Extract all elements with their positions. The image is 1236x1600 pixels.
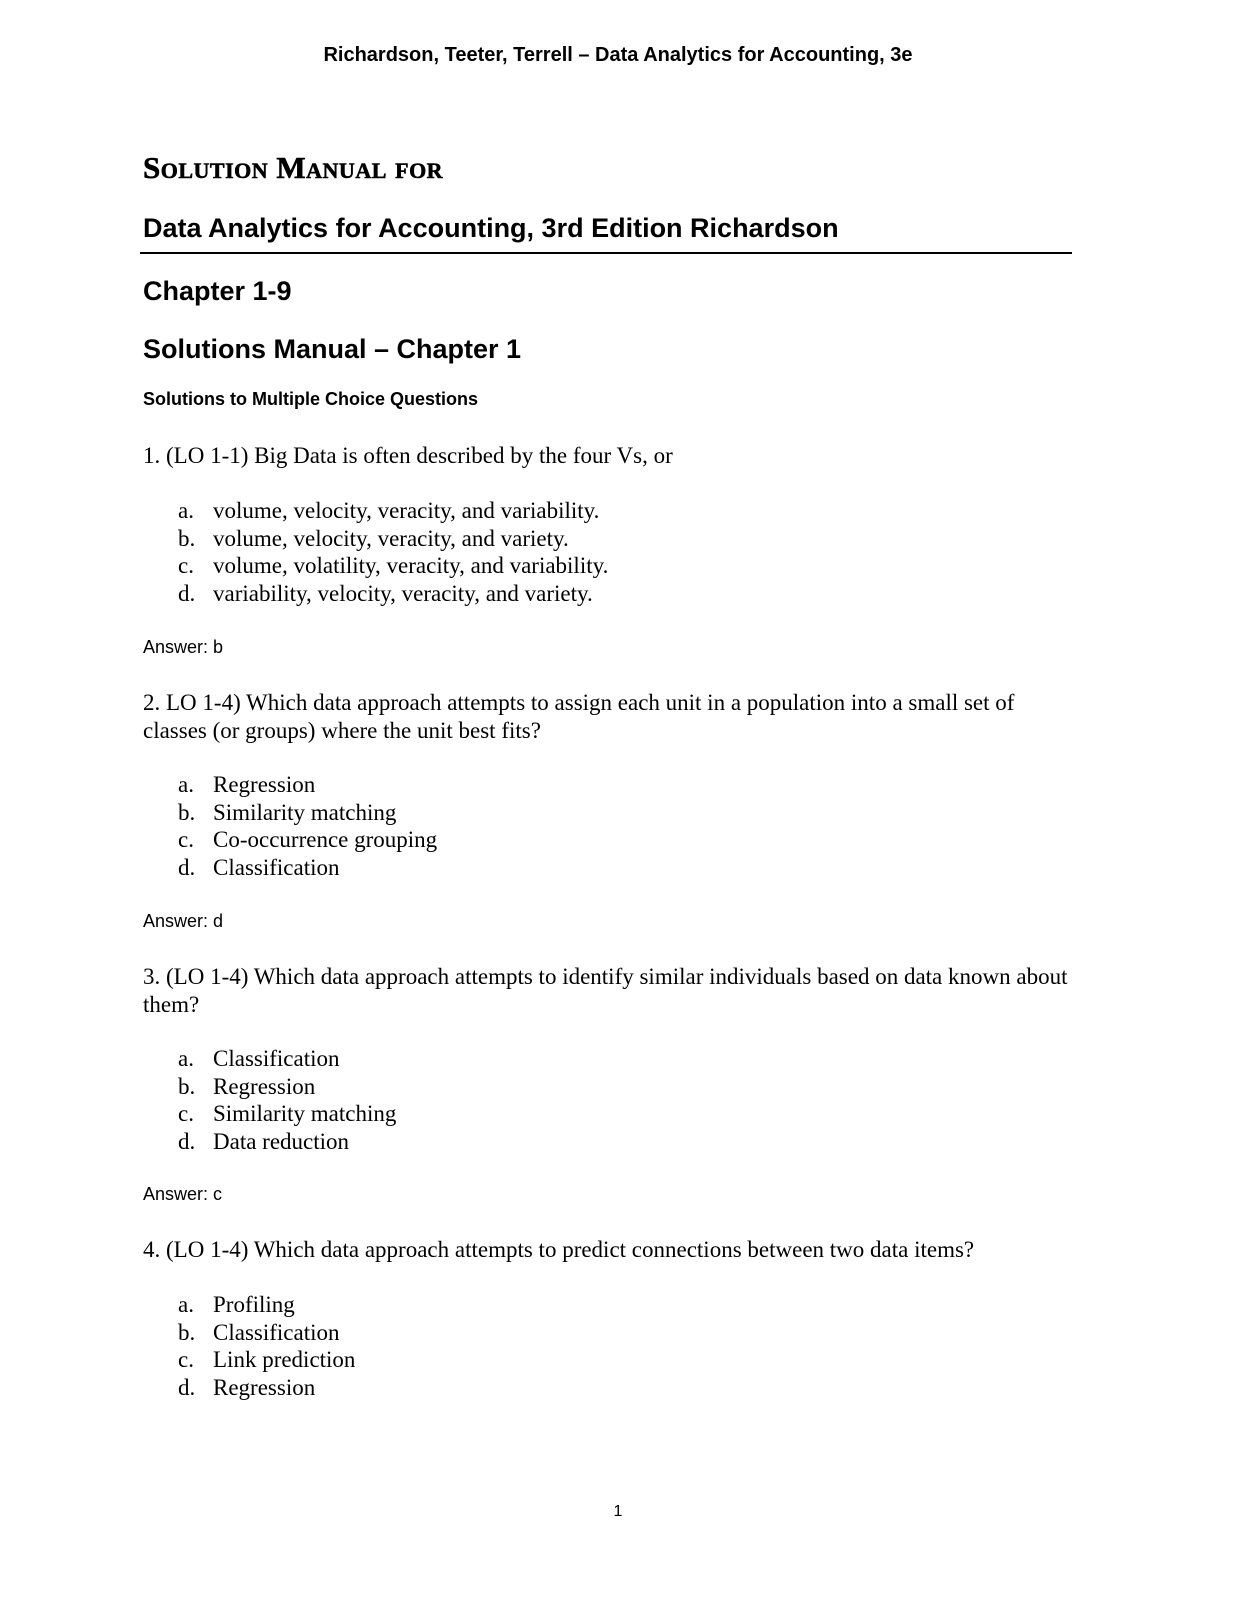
multiple-choice-heading: Solutions to Multiple Choice Questions	[143, 389, 479, 409]
option-row	[178, 1045, 396, 1073]
option-letter: b.	[178, 525, 196, 551]
question-3-answer: Answer: c	[143, 1184, 223, 1204]
page-number: 1	[613, 1503, 623, 1520]
option-text: Link prediction	[213, 1347, 356, 1372]
option-letter: d.	[178, 1128, 196, 1154]
option-row	[178, 497, 608, 525]
option-row	[178, 854, 437, 882]
question-2-text: 2. LO 1-4) Which data approach attempts to assign each unit in a population into a small set of classes (or groups) where the unit best fits?	[143, 690, 1015, 743]
option-row	[178, 826, 437, 854]
option-text: Classification	[213, 1319, 340, 1345]
question-1-text: 1. (LO 1-1) Big Data is often described by the four Vs, or	[143, 443, 673, 468]
question-4-text: 4. (LO 1-4) Which data approach attempts to predict connections between two data items?	[143, 1237, 975, 1262]
option-row	[178, 799, 437, 827]
option-letter: d.	[178, 854, 196, 880]
option-letter: c.	[178, 827, 194, 852]
option-text: Profiling	[213, 1292, 295, 1317]
option-row	[178, 552, 608, 580]
option-text: Classification	[213, 1046, 340, 1071]
title-rule-divider	[140, 252, 1072, 254]
option-letter: b.	[178, 1073, 196, 1099]
option-text: Regression	[213, 1374, 316, 1400]
question-1-answer: Answer: b	[143, 637, 224, 657]
option-letter: d.	[178, 580, 196, 606]
option-text: Classification	[213, 854, 340, 880]
option-text: Similarity matching	[213, 1101, 397, 1126]
option-row	[178, 1319, 355, 1347]
running-header: Richardson, Teeter, Terrell – Data Analytics for Accounting, 3e	[323, 44, 913, 66]
option-letter: c.	[178, 1347, 194, 1372]
option-text: Data reduction	[213, 1128, 350, 1154]
option-letter: d.	[178, 1374, 196, 1400]
option-letter: a.	[178, 772, 194, 797]
option-letter: c.	[178, 1101, 194, 1126]
option-text: Similarity matching	[213, 799, 397, 825]
option-text: volume, velocity, veracity, and variability.	[213, 498, 600, 523]
option-row	[178, 525, 608, 553]
question-1-options	[178, 497, 608, 607]
option-letter: a.	[178, 1046, 194, 1071]
solutions-manual-heading: Solutions Manual – Chapter 1	[143, 334, 522, 364]
option-text: Regression	[213, 772, 316, 797]
option-letter: a.	[178, 1292, 194, 1317]
chapter-range-heading: Chapter 1-9	[143, 276, 292, 306]
option-letter: c.	[178, 553, 194, 578]
option-row	[178, 1073, 396, 1101]
option-letter: a.	[178, 498, 194, 523]
option-row	[178, 1346, 355, 1374]
option-text: volume, volatility, veracity, and variability.	[213, 553, 609, 578]
option-letter: b.	[178, 1319, 196, 1345]
option-row	[178, 1128, 396, 1156]
book-title: Data Analytics for Accounting, 3rd Edition Richardson	[143, 213, 839, 243]
option-text: Co-occurrence grouping	[213, 827, 438, 852]
question-2-answer: Answer: d	[143, 911, 224, 931]
option-row	[178, 580, 608, 608]
option-text: Regression	[213, 1073, 316, 1099]
option-letter: b.	[178, 799, 196, 825]
option-row	[178, 1100, 396, 1128]
option-row	[178, 1291, 355, 1319]
option-row	[178, 771, 437, 799]
question-4-options	[178, 1291, 355, 1401]
option-text: variability, velocity, veracity, and variety.	[213, 580, 593, 606]
question-2-options	[178, 771, 437, 881]
option-row	[178, 1374, 355, 1402]
question-3-text: 3. (LO 1-4) Which data approach attempts to identify similar individuals based on data known about them?	[143, 964, 1068, 1017]
document-title: Solution Manual for	[143, 150, 444, 185]
question-3-options	[178, 1045, 396, 1155]
option-text: volume, velocity, veracity, and variety.	[213, 525, 569, 551]
